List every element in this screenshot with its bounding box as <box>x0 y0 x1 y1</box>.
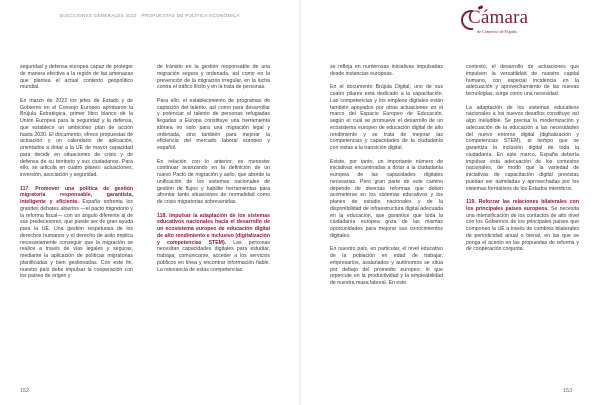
paragraph-text: Se necesita una intensificación de los contactos de alto nivel con los Gobiernos de los principales países que componen la UE a través de cumbres bilaterales de periodicidad anual o bienal, en las que se ponga el acento en las propuestas de reforma y de cooperación conjunta. <box>466 205 579 253</box>
proposal-heading: 118. Impulsar la adaptación de los sistemas educativos nacionales hacia el desarrollo de un ecosistema europeo de educación digital de alto rendimiento e inclusivo (digitalización y competencias STEM). <box>157 212 270 246</box>
proposal-heading: 119. Reforzar las relaciones bilaterales con los principales países europeos. <box>466 199 579 212</box>
body-paragraph <box>157 98 270 152</box>
body-paragraph <box>20 98 133 179</box>
camara-logo <box>468 8 544 42</box>
paragraph-text: Las personas necesitan capacidades digitales para estudiar, trabajar, comunicarse, acceder a los servicios públicos en línea y encontrar información fiable. La relevancia de estas competencias <box>157 239 270 273</box>
body-paragraph <box>157 159 270 206</box>
paragraph-text: España enfrenta los grandes debates abiertos —el pacto migratorio y la reforma fiscal— con un ángulo diferente al de sus predecesores, que puede ser de gran ayuda para la UE. Una gestión respetuosa de los derechos humanos y el derecho de asilo implica necesariamente conseguir que la migración se realice a través de vías legales y seguras, mediante la aplicación de políticas migratorias planificadas y bien gestionadas. Con este fin, nuestro país debe impulsar la cooperación con los países de origen y <box>20 199 133 280</box>
proposal-paragraph <box>157 213 270 274</box>
proposal-paragraph <box>20 186 133 281</box>
page-number-right: 153 <box>563 388 573 394</box>
paragraph-text: Existe, por tanto, un importante número de iniciativas encaminadas a dotar a la ciudadanía europea de las capacidades digitales necesarias. Pero gran parte de este camino depende de diversas reformas que deben acometerse en los sistemas educativos y los planes de estudio nacionales y de la disponibilidad de infraestructura digital adecuada en la educación, que garantice que toda la ciudadanía europea goza de las mismas oportunidades para mejorar sus conocimientos digitales. <box>330 158 443 239</box>
paragraph-text: En relación con lo anterior, es menester continuar avanzando en la definición de un nuevo Pacto de migración y asilo, que aborde la unificación de los sistemas nacionales de gestión de flujos y habilite herramientas para afrontar tanto situaciones de normalidad como de crisis migratorias sobrevenidas. <box>157 158 270 205</box>
proposal-heading: 117. Promover una política de gestión migratoria responsable, garantista, inteligente y eficiente. <box>20 185 133 205</box>
body-paragraph <box>466 105 579 193</box>
body-paragraph <box>157 64 270 91</box>
logo-wordmark: Cámara <box>468 7 529 28</box>
logo-subtitle: de Comercio de España <box>477 29 517 34</box>
paragraph-text: Para ello, el establecimiento de programas de captación del talento, así como para desarrollar y potenciar el talento de personas refugiadas llegadas a Europa constituye una herramienta idónea no solo para una migración legal y ordenada, sino también para mejorar la eficiencia del mercado laboral europeo y español. <box>157 97 270 151</box>
running-header: ELECCIONES GENERALES 2023 · PROPUESTAS DE POLÍTICA ECONÓMICA <box>60 13 240 18</box>
paragraph-text: de tránsito en la gestión responsable de una migración segura y ordenada, así como en la prevención de la migración irregular, en la lucha contra el tráfico ilícito y en la trata de personas. <box>157 64 270 91</box>
body-paragraph <box>20 64 133 91</box>
paragraph-text: se refleja en numerosas iniciativas impulsadas desde instancias europeas. <box>330 64 443 77</box>
body-paragraph <box>330 246 443 287</box>
paragraph-text: En nuestro país, en particular, el nivel educativo de la población en edad de trabajar, empresarios, asalariados y autónomos se sitúa por debajo del promedio europeo; lo que repercute en la productividad y la empleabilidad de nuestra masa laboral. En este <box>330 246 443 286</box>
body-paragraph <box>330 64 443 78</box>
body-paragraph <box>466 64 579 98</box>
paragraph-text: seguridad y defensa europea capaz de proteger de manera efectiva a la región de las amenazas que plantea el actual contexto geopolítico mundial. <box>20 64 133 91</box>
body-paragraph <box>330 84 443 152</box>
proposal-paragraph <box>466 199 579 253</box>
paragraph-text: contexto, el desarrollo de actuaciones que impulsen la versatilidad de nuestro capital humano, con especial incidencia en la adecuación y aprovechamiento de las nuevas tecnologías, surge como una necesidad. <box>466 64 579 97</box>
body-paragraph <box>330 159 443 240</box>
page-number-left: 152 <box>20 388 30 394</box>
paragraph-text: En marzo de 2022 los jefes de Estado y de Gobierno en el Consejo Europeo aprobaron la Brújula Estratégica, primer libro blanco de la Unión Europea para la seguridad y la defensa, que establece un ambicioso plan de acción hasta 2030. El documento, ofrece propuestas de actuación y un calendario de aplicación, orientados a dotar a la UE de mayor capacidad para decidir en situaciones de crisis y de defensa de su territorio y sus ciudadanos. Para ello, se articula en cuatro pilares: actuaciones, inversión, asociación y seguridad. <box>20 97 133 178</box>
text-column-3 <box>330 64 443 294</box>
text-column-1 <box>20 64 133 287</box>
text-column-4 <box>466 64 579 260</box>
paragraph-text: En el documento Brújula Digital, uno de sus cuatro pilares está dedicado a la capacitación. Las competencias y los empleos digitales están también apoyados por otras actuaciones en el marco del Espacio Europeo de Educación, según el cual se promueve el desarrollo de un ecosistema europeo de educación digital de alto rendimiento y se trata de mejorar las competencias y capacidades de la ciudadanía con vistas a la transición digital. <box>330 84 443 151</box>
text-column-2 <box>157 64 270 280</box>
page-gutter <box>299 0 301 405</box>
paragraph-text: La adaptación de los sistemas educativos nacionales a los nuevos desafíos constituye así algo ineludible. Se precisa la modernización y adecuación de la educación a las necesidades del nuevo entorno digital (digitalización y competencias STEM), al tiempo que se garantiza la inclusión digital de toda la ciudadanía. En este marco, España debería impulsar esta adecuación de los contextos nacionales, de modo que la variedad de iniciativas de capacitación digital previstas puedan ser asimiladas y aprovechadas por los sistemas formativos de los Estados miembros. <box>466 104 579 192</box>
